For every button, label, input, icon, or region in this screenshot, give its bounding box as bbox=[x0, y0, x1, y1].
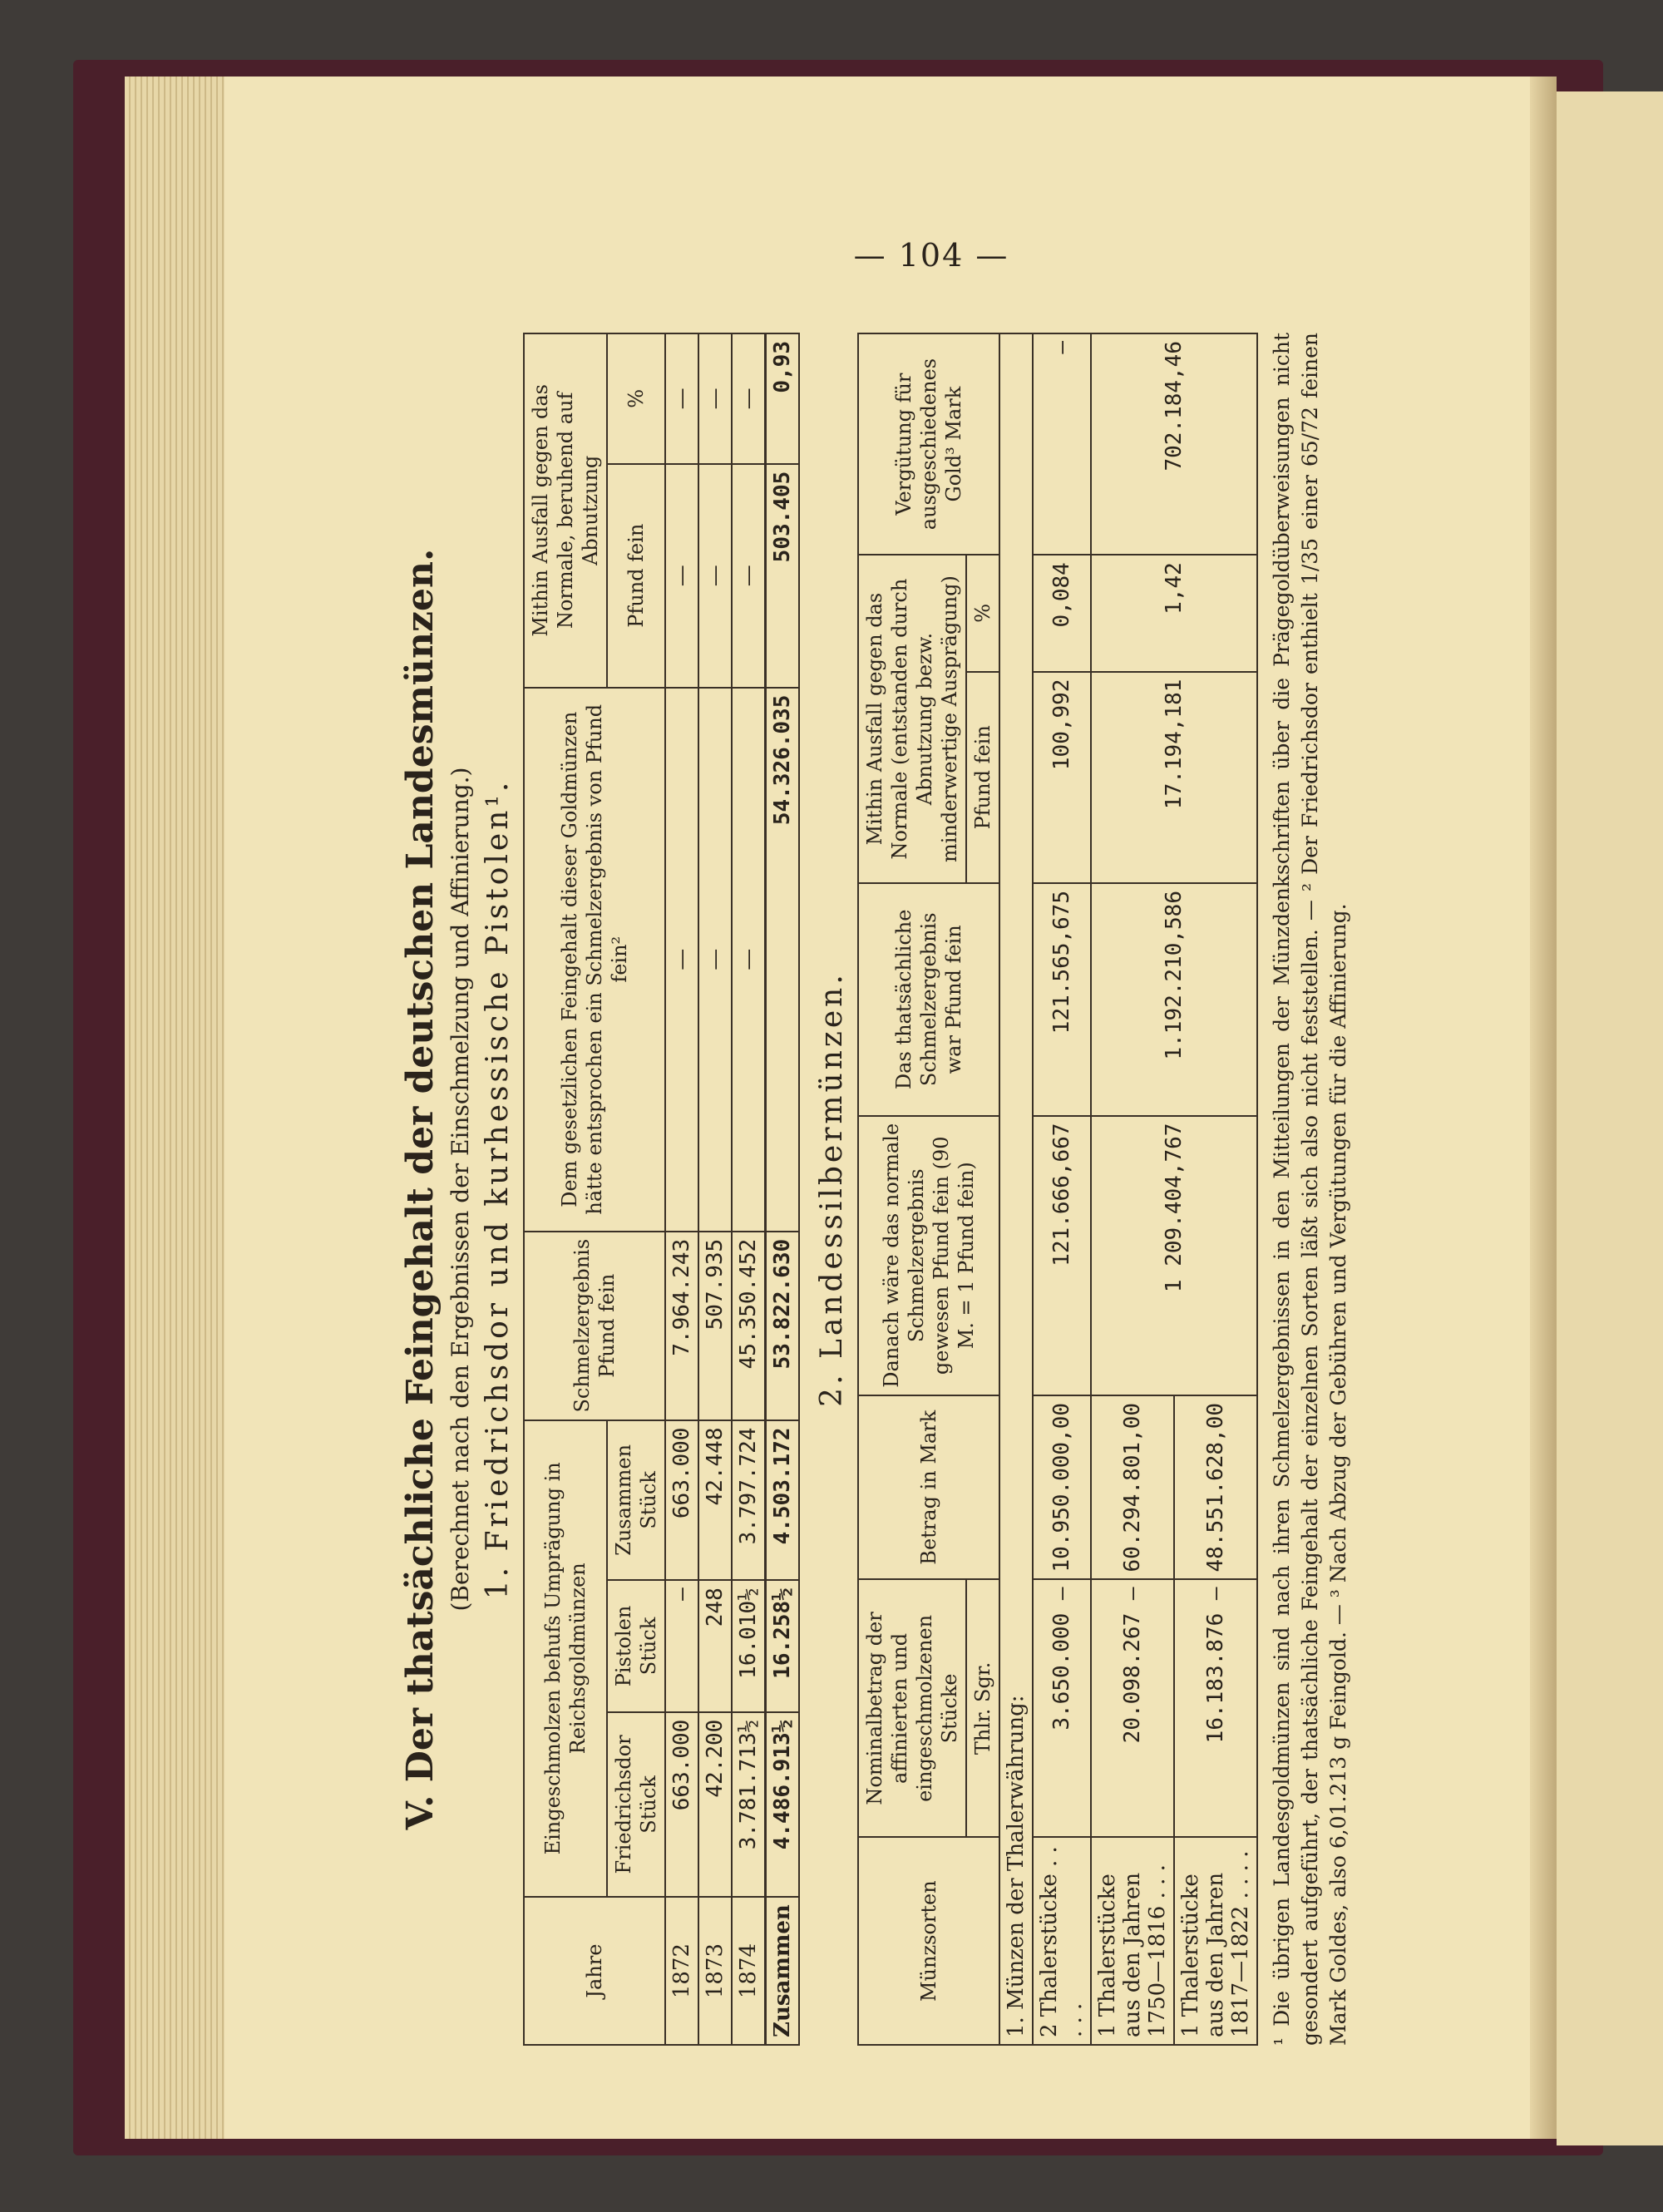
col-schmelzergebnis bbox=[524, 1232, 665, 1420]
col-ausfall2-pct: % bbox=[966, 555, 999, 671]
cell-schmelz: 45.350.452 bbox=[732, 1232, 766, 1420]
table1-title: 1. Friedrichsdor und kurhessische Pistolen¹. bbox=[481, 778, 515, 1600]
cell-schmelz: 507.935 bbox=[698, 1232, 732, 1420]
cell-gesetzlich: — bbox=[732, 688, 766, 1232]
cell-total-pistolen: 16.258½ bbox=[766, 1580, 800, 1711]
col-verguetung: Vergütung für ausgeschiedenes Gold³ Mark bbox=[858, 333, 999, 555]
cell-friedrichsdor: 42.200 bbox=[698, 1712, 732, 1897]
cell-ausfall-pfund: — bbox=[665, 464, 698, 688]
cell-danach: 121.666,667 bbox=[1033, 1116, 1091, 1395]
cell-pistolen: 16.010½ bbox=[732, 1580, 766, 1711]
table-row bbox=[698, 333, 732, 2045]
cell-total-ausfall-pct: 0,93 bbox=[766, 333, 800, 464]
table-row bbox=[665, 333, 698, 2045]
col-nominal: Nominalbetrag der affinierten und eingeschmolzenen Stücke bbox=[858, 1579, 966, 1837]
cell-ausfall-pfund: 17.194,181 bbox=[1091, 672, 1257, 883]
cell-tatsaechlich: 1.192.210,586 bbox=[1091, 883, 1257, 1116]
cell-jahr: 1874 bbox=[732, 1897, 766, 2045]
col-ausfall2-pfund: Pfund fein bbox=[966, 672, 999, 883]
cell-zusammen: 663.000 bbox=[665, 1420, 698, 1581]
table-row bbox=[732, 333, 766, 2045]
col-tatsaechlich: Das thatsächliche Schmelzergebnis war Pfund fein bbox=[858, 883, 999, 1116]
cell-sorte: 1 Thalerstücke aus den Jahren 1817—1822 . . . . bbox=[1174, 1837, 1257, 2045]
section-subheading: (Berechnet nach den Ergebnissen der Einschmelzung und Affinierung.) bbox=[447, 767, 474, 1612]
cell-ausfall-pct: — bbox=[665, 333, 698, 464]
cell-ausfall-pfund: — bbox=[732, 464, 766, 688]
cell-zusammen: 3.797.724 bbox=[732, 1420, 766, 1581]
col-pistolen: Pistolen Stück bbox=[607, 1580, 665, 1711]
cell-total-friedrichsdor: 4.486.913½ bbox=[766, 1712, 800, 1897]
col-schmelzergebnis-unit: Pfund fein bbox=[595, 1273, 619, 1378]
silver-coins-table bbox=[857, 333, 1258, 2046]
page-number: — 104 — bbox=[853, 237, 1009, 274]
total-row bbox=[766, 333, 800, 2045]
cell-schmelz: 7.964.243 bbox=[665, 1232, 698, 1420]
cell-tatsaechlich: 121.565,675 bbox=[1033, 883, 1091, 1116]
gold-coins-table bbox=[523, 333, 800, 2046]
group-row bbox=[999, 333, 1033, 2045]
cell-ausfall-pct: 1,42 bbox=[1091, 555, 1257, 671]
cell-nominal: 16.183.876 — bbox=[1174, 1579, 1257, 1837]
cell-total-zusammen: 4.503.172 bbox=[766, 1420, 800, 1581]
col-schmelzergebnis-label: Schmelzergebnis bbox=[570, 1238, 594, 1413]
table2-title: 2. Landessilbermünzen. bbox=[815, 971, 849, 1407]
cell-pistolen: — bbox=[665, 1580, 698, 1711]
col-zusammen: Zusammen Stück bbox=[607, 1420, 665, 1581]
col-danach: Danach wäre das normale Schmelzergebnis gewesen Pfund fein (90 M. = 1 Pfund fein) bbox=[858, 1116, 999, 1395]
cell-betrag: 60.294.801,00 bbox=[1091, 1395, 1174, 1580]
rotated-content bbox=[399, 333, 1397, 2046]
page-edges bbox=[125, 77, 241, 2139]
cell-total-label: Zusammen bbox=[766, 1897, 800, 2045]
cell-nominal: 20.098.267 — bbox=[1091, 1579, 1174, 1837]
page-gutter bbox=[1530, 77, 1557, 2139]
cell-total-ausfall-pfund: 503.405 bbox=[766, 464, 800, 688]
table-row bbox=[1091, 333, 1174, 2045]
col-muenzsorten: Münzsorten bbox=[858, 1837, 999, 2045]
col-ausfall-pfund: Pfund fein bbox=[607, 464, 665, 688]
cell-ausfall-pfund: — bbox=[698, 464, 732, 688]
col-friedrichsdor: Friedrichsdor Stück bbox=[607, 1712, 665, 1897]
cell-friedrichsdor: 3.781.713½ bbox=[732, 1712, 766, 1897]
group-label: 1. Münzen der Thalerwährung: bbox=[999, 333, 1033, 2045]
footnotes: ¹ Die übrigen Landesgoldmünzen sind nach ihren Schmelzergebnissen in den Mitteilungen der Münzdenkschriften über die Prägegoldüberweisungen nicht gesondert aufgeführt, der thatsächliche Feingehalt der einzelnen Sorten läßt sich also nicht feststellen. — ² Der Friedrichsdor enthielt 1/35 einer 65/72 feinen Mark Goldes, also 6,01.213 g Feingold. — ³ Nach Abzug der Gebühren und Vergütungen für die Affinierung. bbox=[1270, 333, 1350, 2046]
col-betrag: Betrag in Mark bbox=[858, 1395, 999, 1580]
cell-jahr: 1873 bbox=[698, 1897, 732, 2045]
col-ausfall: Mithin Ausfall gegen das Normale, beruhend auf Abnutzung bbox=[524, 333, 607, 688]
cell-betrag: 48.551.628,00 bbox=[1174, 1395, 1257, 1580]
section-heading: V. Der thatsächliche Feingehalt der deutschen Landesmünzen. bbox=[399, 548, 442, 1830]
col-thlr-sgr: Thlr. Sgr. bbox=[966, 1579, 999, 1837]
cell-zusammen: 42.448 bbox=[698, 1420, 732, 1581]
cell-nominal: 3.650.000 — bbox=[1033, 1579, 1091, 1837]
col-eingeschmolzen: Eingeschmolzen behufs Umprägung in Reichsgoldmünzen bbox=[524, 1420, 607, 1898]
cell-danach: 1 209.404,767 bbox=[1091, 1116, 1257, 1395]
cell-total-gesetzlich: 54.326.035 bbox=[766, 688, 800, 1232]
cell-betrag: 10.950.000,00 bbox=[1033, 1395, 1091, 1580]
col-gesetzlich: Dem gesetzlichen Feingehalt dieser Goldmünzen hätte entsprochen ein Schmelzergebnis von Pfund fein² bbox=[524, 688, 665, 1232]
col-ausfall2: Mithin Ausfall gegen das Normale (entstanden durch Abnutzung bezw. minderwertige Ausprägung) bbox=[858, 555, 966, 883]
cell-pistolen: 248 bbox=[698, 1580, 732, 1711]
cell-total-schmelz: 53.822.630 bbox=[766, 1232, 800, 1420]
cell-verguetung: — bbox=[1033, 333, 1091, 555]
cell-ausfall-pct: — bbox=[732, 333, 766, 464]
cell-ausfall-pct: — bbox=[698, 333, 732, 464]
cell-friedrichsdor: 663.000 bbox=[665, 1712, 698, 1897]
cell-jahr: 1872 bbox=[665, 1897, 698, 2045]
cell-verguetung: 702.184,46 bbox=[1091, 333, 1257, 555]
cell-ausfall-pct: 0,084 bbox=[1033, 555, 1091, 671]
col-jahre: Jahre bbox=[524, 1897, 665, 2045]
cell-gesetzlich: — bbox=[698, 688, 732, 1232]
col-ausfall-pct: % bbox=[607, 333, 665, 464]
cell-ausfall-pfund: 100,992 bbox=[1033, 672, 1091, 883]
table-row bbox=[1033, 333, 1091, 2045]
cell-sorte: 1 Thalerstücke aus den Jahren 1750—1816 . . . bbox=[1091, 1837, 1174, 2045]
cell-sorte: 2 Thalerstücke . . . . . bbox=[1033, 1837, 1091, 2045]
cell-gesetzlich: — bbox=[665, 688, 698, 1232]
facing-page bbox=[1557, 91, 1663, 2145]
